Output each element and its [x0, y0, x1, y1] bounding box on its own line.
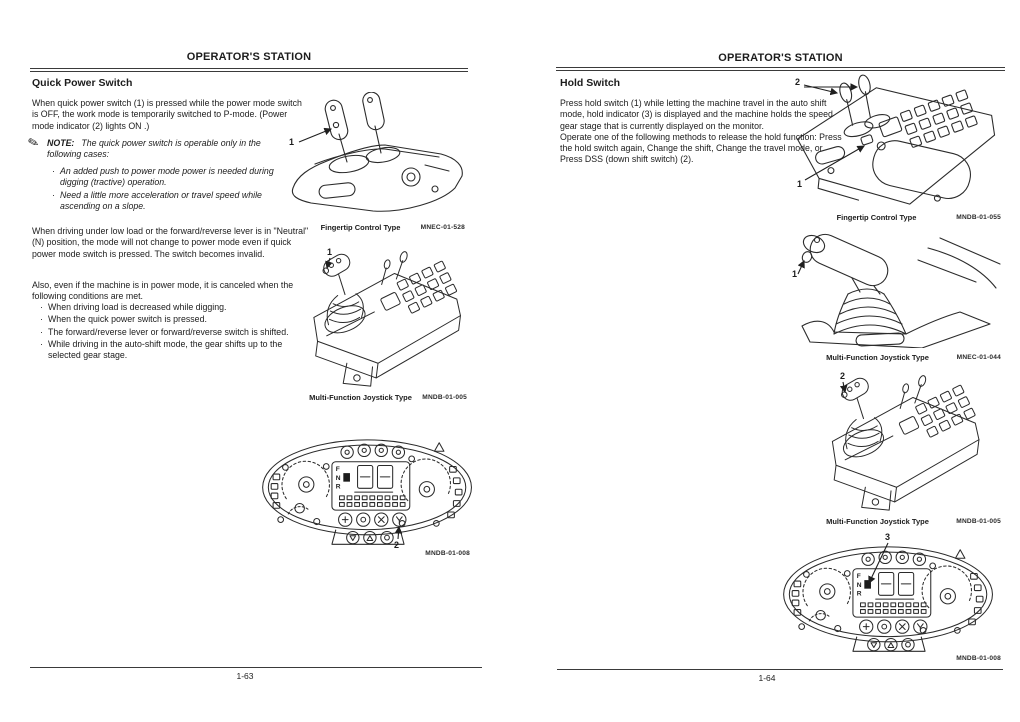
list-item — [40, 339, 310, 362]
note-paragraph — [47, 138, 289, 161]
callout-arrow — [283, 92, 473, 232]
note-text: The quick power switch is operable only in the following cases: — [47, 138, 261, 160]
footer-rule — [30, 667, 482, 668]
page-header-title: OPERATOR'S STATION — [718, 52, 843, 64]
bullet-marker: · — [52, 166, 55, 176]
bullet-text: An added push to power mode power is needed during digging (tractive) operation. — [60, 166, 274, 188]
callout-number: 2 — [394, 540, 400, 550]
paragraph: Press hold switch (1) while letting the machine travel in the auto shift mode, hold indicator (3) is displayed and the machine holds the speed gear stage that is currently displayed on the monitor. — [560, 98, 833, 131]
footer-rule — [557, 669, 1003, 670]
paragraph: When quick power switch (1) is pressed while the power mode switch is OFF, the work mode is temporarily switched to P-mode. (Power mode indicator (2) lights ON .) — [32, 98, 302, 131]
bullet-marker: · — [40, 314, 43, 325]
list-item — [40, 327, 310, 338]
bullet-marker: · — [40, 302, 43, 312]
figure-caption: Multi-Function Joystick Type — [826, 353, 929, 362]
callout-number: 1 — [289, 137, 295, 147]
note-label: NOTE: — [47, 138, 75, 148]
paragraph-block — [560, 98, 842, 166]
callout-number: 3 — [885, 532, 891, 542]
paragraph: Operate one of the following methods to release the hold function: Press the hold switch again, Change the shift, Change the travel mode, or Press DSS (down shift switch) (2). — [560, 131, 842, 165]
list-item — [52, 190, 288, 213]
callout-number: 1 — [327, 247, 333, 257]
figure-code: MNDB-01-008 — [425, 550, 470, 557]
figure-code: MNDB-01-008 — [956, 655, 1001, 662]
callout-arrow — [790, 370, 1003, 526]
bullet-marker: · — [40, 326, 43, 337]
callout-arrow — [790, 230, 1003, 362]
figure-monitor-panel — [256, 438, 480, 558]
figure-caption: Multi-Function Joystick Type — [826, 517, 929, 526]
section-title-hold-switch: Hold Switch — [560, 77, 621, 89]
callout-arrow — [775, 533, 1003, 663]
page-header-title: OPERATOR'S STATION — [186, 51, 312, 63]
figure-code: MNDB-01-055 — [956, 214, 1001, 221]
note-bullet-list — [52, 166, 288, 213]
callout-arrow — [256, 438, 480, 558]
bullet-text: Need a little more acceleration or travel speed while ascending on a slope. — [60, 189, 262, 211]
bullet-marker: · — [52, 189, 55, 200]
figure-monitor-panel — [775, 533, 1003, 663]
figure-code: MNEC-01-528 — [420, 224, 465, 231]
figure-code: MNEC-01-044 — [956, 354, 1001, 361]
callout-number: 1 — [792, 269, 798, 279]
bullet-text: The forward/reverse lever or forward/reverse switch is shifted. — [48, 326, 289, 337]
bullet-marker: · — [40, 338, 43, 349]
section-title-quick-power-switch: Quick Power Switch — [32, 77, 133, 89]
figure-multifunction-joystick — [790, 370, 1003, 526]
callout-number: 1 — [797, 179, 803, 189]
figure-caption: Fingertip Control Type — [320, 223, 401, 232]
note-pencil-icon: ✎ — [26, 133, 41, 152]
paragraph: Also, even if the machine is in power mode, it is canceled when the following conditions are met. — [32, 280, 294, 302]
bullet-text: When the quick power switch is pressed. — [48, 314, 207, 325]
list-item — [40, 302, 310, 313]
figure-fingertip-control — [283, 92, 473, 232]
header-rule — [30, 68, 468, 72]
callout-arrow — [283, 246, 473, 402]
page-right — [510, 0, 1020, 722]
conditions-bullet-list — [40, 302, 310, 362]
list-item — [40, 314, 310, 325]
figure-joystick-closeup — [790, 230, 1003, 362]
bullet-text: While driving in the auto-shift mode, the gear shifts up to the selected gear stage. — [48, 338, 283, 361]
bullet-text: When driving load is decreased while digging. — [48, 302, 227, 312]
page-number: 1-64 — [758, 673, 776, 683]
paragraph: When driving under low load or the forward/reverse lever is in "Neutral" (N) position, the mode will not change to power mode even if quick power mode switch is pressed. The switch becomes invalid. — [32, 226, 309, 259]
figure-caption: Fingertip Control Type — [836, 213, 917, 222]
callout-number: 2 — [795, 77, 801, 87]
figure-caption: Multi-Function Joystick Type — [309, 393, 412, 402]
figure-code: MNDB-01-005 — [956, 518, 1001, 525]
figure-code: MNDB-01-005 — [422, 394, 467, 401]
page-number: 1-63 — [236, 671, 254, 681]
header-rule — [556, 67, 1005, 71]
callout-number: 2 — [840, 371, 846, 381]
figure-multifunction-joystick — [283, 246, 473, 402]
list-item — [52, 166, 288, 189]
